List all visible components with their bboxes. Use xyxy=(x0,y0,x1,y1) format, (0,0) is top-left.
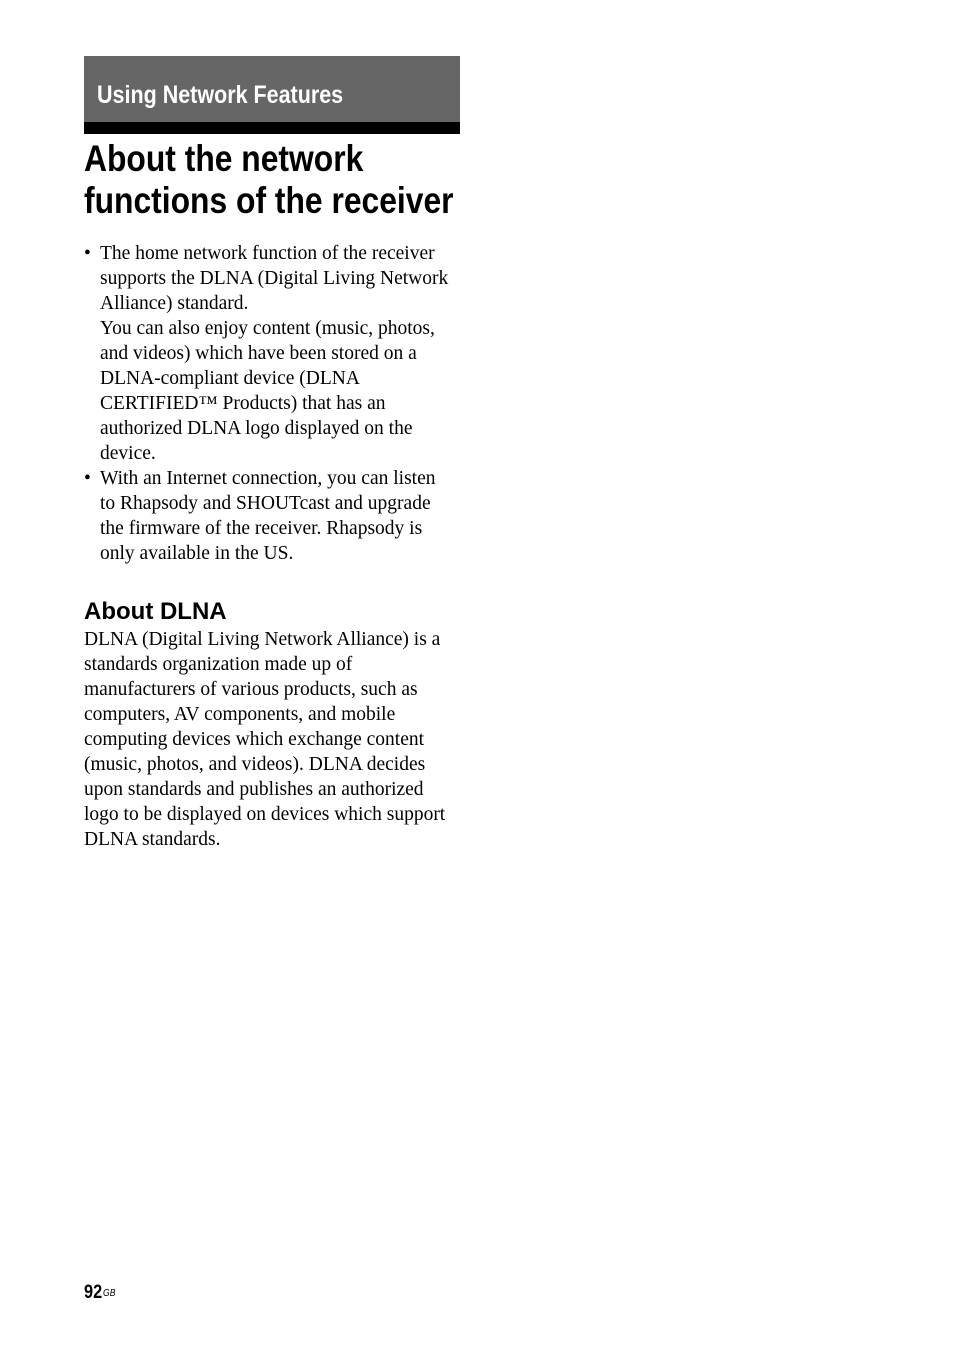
text-line: authorized DLNA logo displayed on the xyxy=(100,418,413,439)
about-dlna-paragraph xyxy=(84,627,474,852)
text-line: manufacturers of various products, such as xyxy=(84,679,418,700)
text-line: Alliance) standard. xyxy=(100,293,249,314)
text-line: DLNA (Digital Living Network Alliance) is a xyxy=(84,629,441,650)
section-banner xyxy=(84,56,460,134)
text-line: and videos) which have been stored on a xyxy=(100,343,417,364)
text-line: logo to be displayed on devices which support xyxy=(84,804,446,825)
page-title-line: functions of the receiver xyxy=(84,180,454,221)
text-line: DLNA-compliant device (DLNA xyxy=(100,368,360,389)
text-line: • The home network function of the receiver xyxy=(100,243,435,264)
section-banner-label: Using Network Features xyxy=(97,81,344,109)
about-dlna-heading: About DLNA xyxy=(84,598,227,625)
bullet-item-internet xyxy=(84,466,464,566)
text-line: (music, photos, and videos). DLNA decides xyxy=(84,754,426,775)
text-line: to Rhapsody and SHOUTcast and upgrade xyxy=(100,493,431,514)
text-line: the firmware of the receiver. Rhapsody is xyxy=(100,518,423,539)
text-line: You can also enjoy content (music, photos, xyxy=(100,318,435,339)
page-number-value: 92 xyxy=(84,1282,103,1303)
text-line: only available in the US. xyxy=(100,543,294,564)
text-line: • With an Internet connection, you can listen xyxy=(100,468,436,489)
page-title xyxy=(84,138,462,222)
page-number xyxy=(84,1282,115,1304)
text-line: CERTIFIED™ Products) that has an xyxy=(100,393,386,414)
page-title-line: About the network xyxy=(84,138,364,179)
text-line: DLNA standards. xyxy=(84,829,221,850)
bullet-item-home-network xyxy=(84,241,464,466)
text-line: device. xyxy=(100,443,156,464)
text-line: upon standards and publishes an authorized xyxy=(84,779,424,800)
feature-bullet-list xyxy=(84,241,464,566)
text-line: computers, AV components, and mobile xyxy=(84,704,396,725)
page-number-suffix: GB xyxy=(103,1288,116,1299)
text-line: supports the DLNA (Digital Living Network xyxy=(100,268,449,289)
text-line: standards organization made up of xyxy=(84,654,353,675)
text-line: computing devices which exchange content xyxy=(84,729,425,750)
